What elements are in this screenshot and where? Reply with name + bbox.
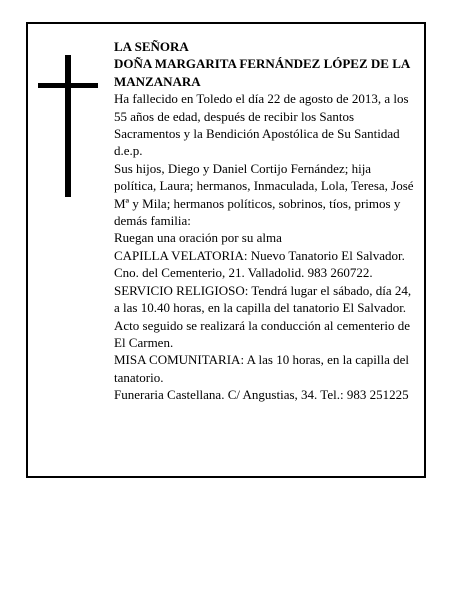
cross-vertical-bar: [65, 55, 71, 197]
mass-info: MISA COMUNITARIA: A las 10 horas, en la capilla del tanatorio.: [114, 352, 410, 385]
service-info: SERVICIO RELIGIOSO: Tendrá lugar el sábado, día 24, a las 10.40 horas, en la capilla del tanatorio El Salvador. Acto seguido se realizará la conducción al cementerio de El Carmen.: [114, 282, 412, 350]
cross-horizontal-bar: [38, 83, 98, 88]
obituary-text: [114, 38, 414, 404]
family-list: Sus hijos, Diego y Daniel Cortijo Fernández; hija política, Laura; hermanos, Inmaculada, Lola, Teresa, José Mª y Mila; hermanos políticos, sobrinos, tíos, primos y demás familia:: [114, 160, 414, 229]
funeral-home-info: Funeraria Castellana. C/ Angustias, 34. Tel.: 983 251225: [114, 387, 409, 403]
cross-icon: [38, 55, 98, 197]
notice-title: LA SEÑORA: [114, 39, 189, 54]
chapel-info: CAPILLA VELATORIA: Nuevo Tanatorio El Salvador. Cno. del Cementerio, 21. Valladolid. 983 260722.: [114, 247, 405, 281]
death-info: Ha fallecido en Toledo el día 22 de agosto de 2013, a los 55 años de edad, después de recibir los Santos Sacramentos y la Bendición Apostólica de Su Santidad d.e.p.: [114, 91, 409, 159]
deceased-name: DOÑA MARGARITA FERNÁNDEZ LÓPEZ DE LA MANZANARA: [114, 56, 410, 89]
prayer-request: Ruegan una oración por su alma: [114, 230, 282, 246]
